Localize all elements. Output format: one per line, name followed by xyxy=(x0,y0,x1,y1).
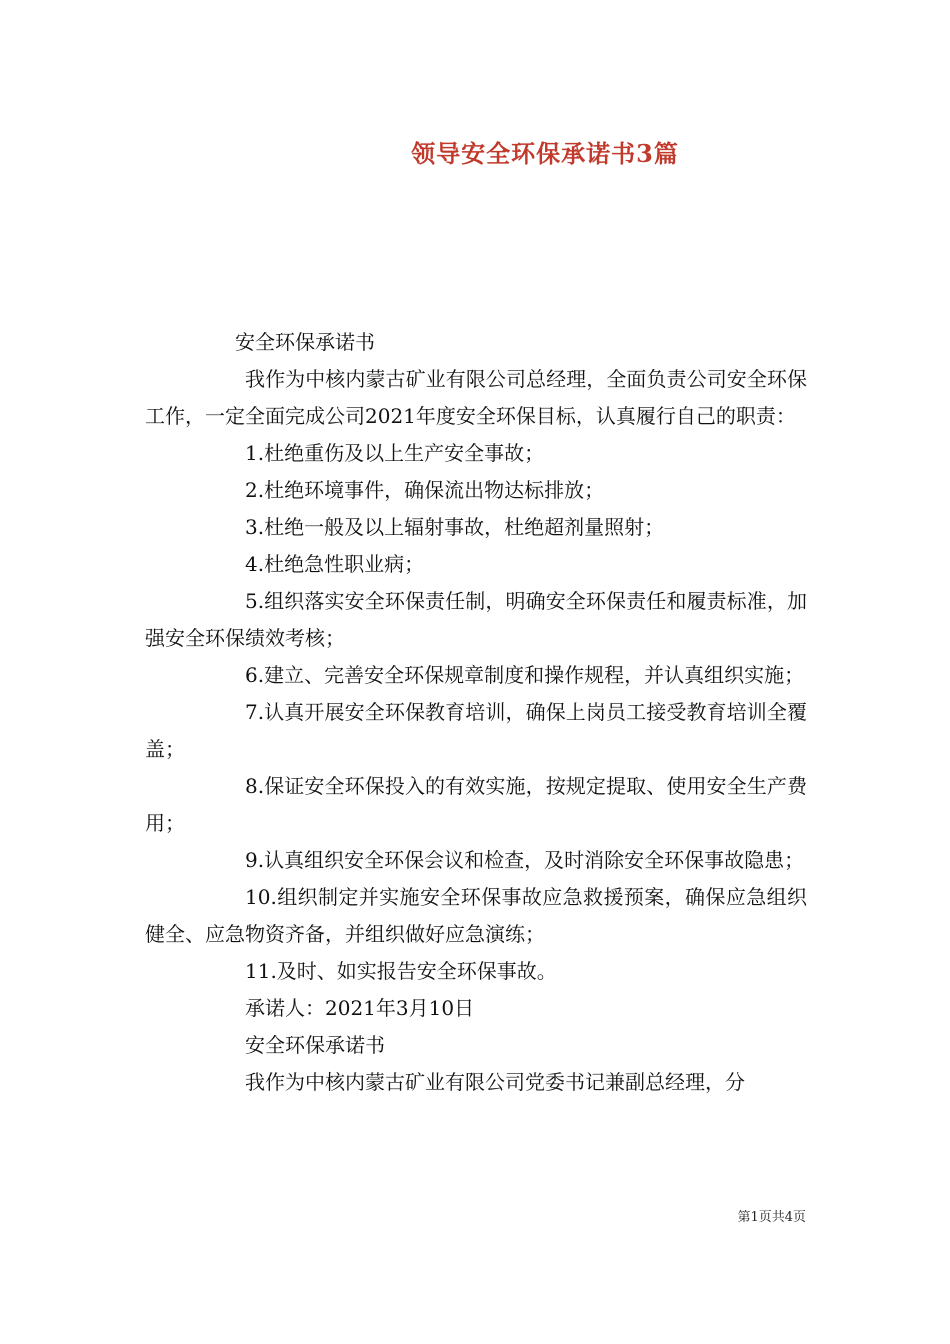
paragraph: 承诺人：2021年3月10日 xyxy=(245,996,475,1020)
paragraph: 安全环保承诺书 xyxy=(245,1033,385,1057)
paragraph: 3.杜绝一般及以上辐射事故，杜绝超剂量照射； xyxy=(245,515,665,539)
paragraph: 1.杜绝重伤及以上生产安全事故； xyxy=(245,441,545,465)
paragraph: 安全环保承诺书 xyxy=(235,330,375,354)
paragraph: 2.杜绝环境事件，确保流出物达标排放； xyxy=(245,478,605,502)
page-number-footer: 第1页共4页 xyxy=(737,1210,806,1225)
document-body xyxy=(145,324,807,1101)
paragraph: 4.杜绝急性职业病； xyxy=(245,552,425,576)
paragraph: 我作为中核内蒙古矿业有限公司总经理，全面负责公司安全环保工作，一定全面完成公司2021年度安全环保目标，认真履行自己的职责： xyxy=(145,367,807,428)
document-title: 领导安全环保承诺书3篇 xyxy=(411,139,679,168)
paragraph: 10.组织制定并实施安全环保事故应急救援预案，确保应急组织健全、应急物资齐备，并组织做好应急演练； xyxy=(145,885,807,946)
paragraph: 9.认真组织安全环保会议和检查，及时消除安全环保事故隐患； xyxy=(245,848,805,872)
paragraph: 7.认真开展安全环保教育培训，确保上岗员工接受教育培训全覆盖； xyxy=(145,700,807,761)
paragraph: 11.及时、如实报告安全环保事故。 xyxy=(245,959,557,983)
paragraph: 6.建立、完善安全环保规章制度和操作规程，并认真组织实施； xyxy=(245,663,805,687)
paragraph: 8.保证安全环保投入的有效实施，按规定提取、使用安全生产费用； xyxy=(145,774,807,835)
paragraph: 5.组织落实安全环保责任制，明确安全环保责任和履责标准，加强安全环保绩效考核； xyxy=(145,589,807,650)
paragraph: 我作为中核内蒙古矿业有限公司党委书记兼副总经理，分 xyxy=(245,1070,745,1094)
